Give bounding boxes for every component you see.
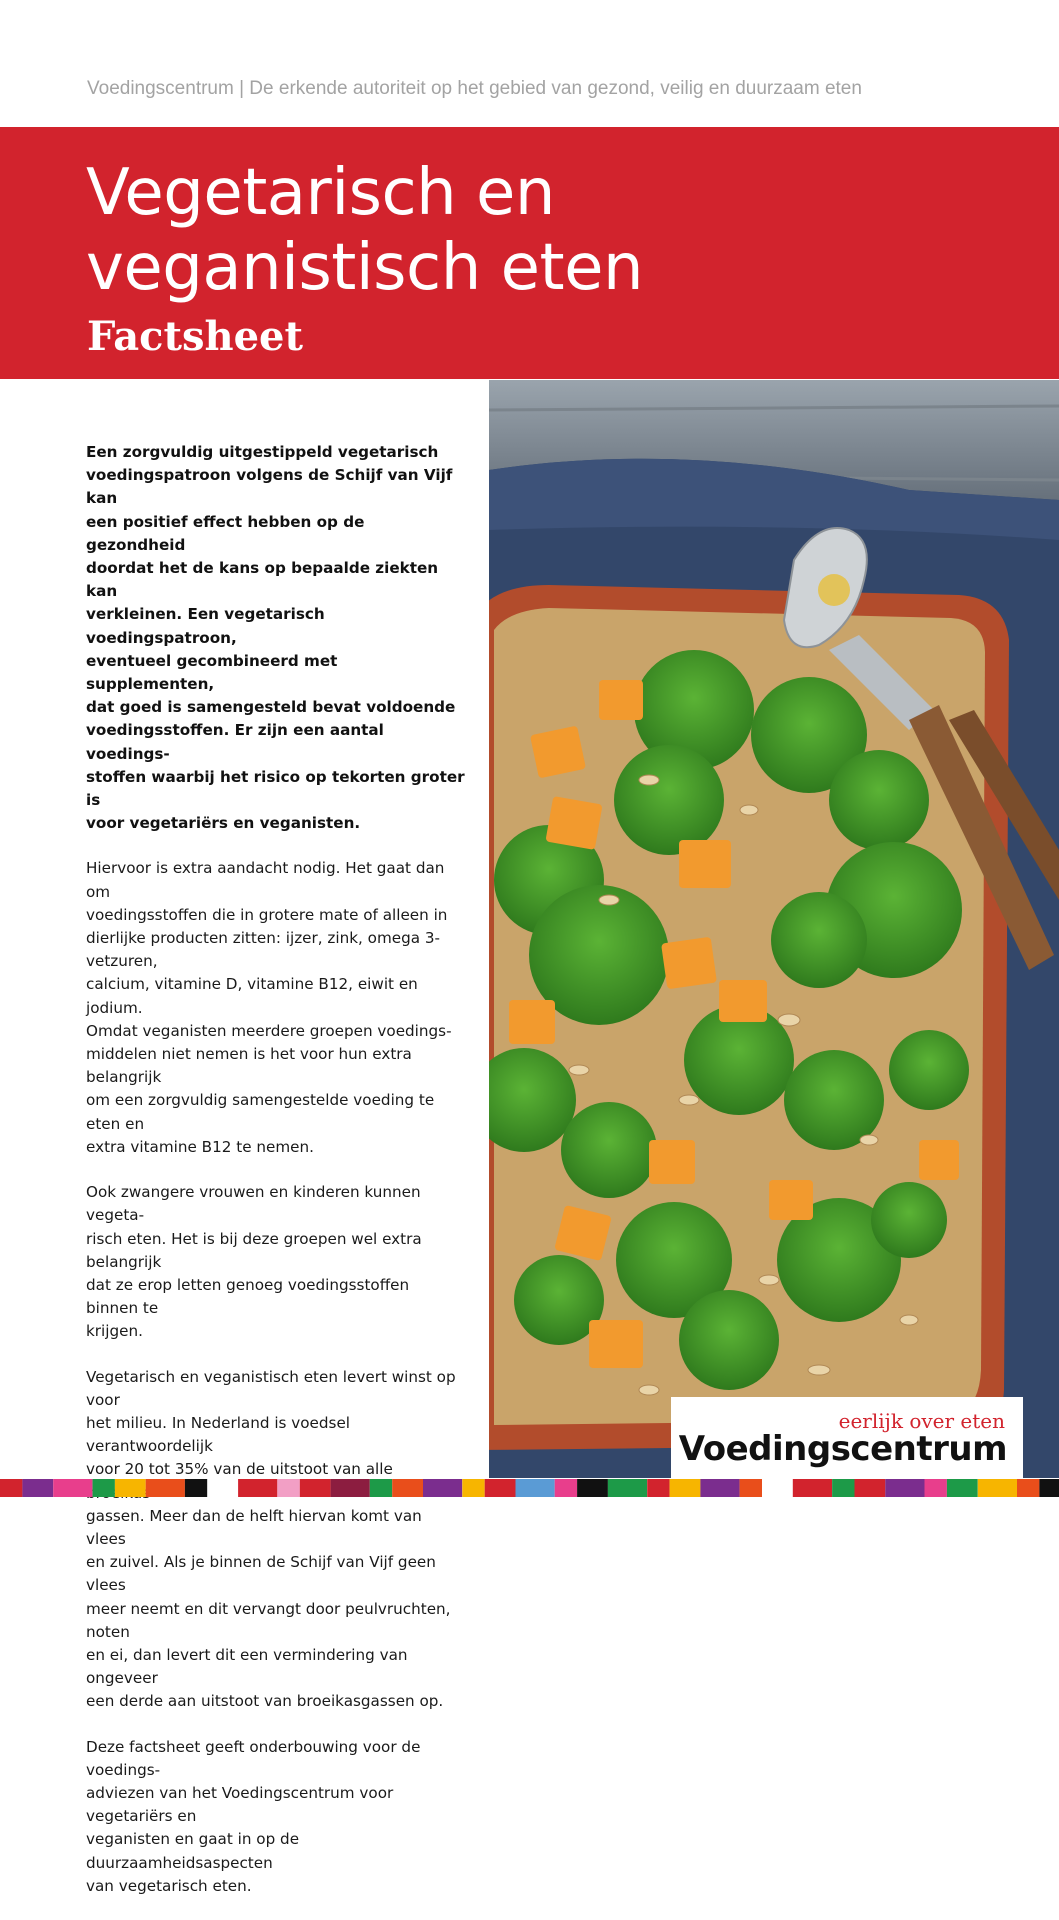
strip-segment [370,1479,392,1497]
strip-segment [978,1479,1017,1497]
strip-segment [146,1479,185,1497]
strip-segment [22,1479,53,1497]
strip-segment [855,1479,886,1497]
strip-segment [115,1479,146,1497]
strip-segment [832,1479,854,1497]
strip-segment [670,1479,701,1497]
strip-segment [555,1479,577,1497]
strip-segment [485,1479,516,1497]
strip-segment [700,1479,739,1497]
strip-segment [392,1479,423,1497]
strip-segment [608,1479,647,1497]
logo-name: Voedingscentrum [678,1429,1007,1469]
strip-segment [1039,1479,1059,1497]
strip-segment [947,1479,978,1497]
paragraph-environment: Vegetarisch en veganistisch eten levert winst op voor het milieu. In Nederland is voedsel verantwoordelijk voor 20 tot 35% van de uitstoot van alle gassen. Meer dan de helft hiervan komt van vlees en zuivel. Als je binnen de Schijf van Vijf geen vlees meer neemt en dit vervangt door peulvruchten, noten en ei, dan levert dit een vermindering van ongeveer een derde aan uitstoot van broeikasgassen op. [86,1367,456,1711]
strip-segment [647,1479,669,1497]
strip-segment [423,1479,462,1497]
title-banner [0,127,1059,379]
voedingscentrum-logo [671,1397,1023,1479]
strip-segment [185,1479,207,1497]
strip-segment [0,1479,22,1497]
page-subtitle: Factsheet [87,313,303,360]
strip-segment [300,1479,331,1497]
strip-segment [516,1479,555,1497]
paragraph-nutrients: Hiervoor is extra aandacht nodig. Het gaat dan om voedingsstoffen die in grotere mate of alleen in dierlijke producten zitten: ijzer, zink, omega 3-vetzuren, calcium, vitamine D, vitamine B12, eiwit en jodium. Omdat veganisten meerdere groepen voedings- middelen niet nemen is het voor hun extra belangrijk om een zorgvuldig samengestelde voeding te eten en extra vitamine B12 te nemen. [86,859,452,1156]
body-text [86,441,466,1920]
strip-segment [885,1479,924,1497]
lead-paragraph: Een zorgvuldig uitgestippeld vegetarisch voedingspatroon volgens de Schijf van Vijf kan een positief effect hebben op de gezondheid doordat het de kans op bepaalde ziekten kan verkleinen. Een vegetarisch voedingspatroon, eventueel gecombineerd met supplementen, dat goed is samengesteld bevat voldoende voedingsstoffen. Er zijn een aantal voedings- stoffen waarbij het risico op tekorten groter is voor vegetariërs en veganisten. [86,443,465,833]
color-strip [0,1479,1059,1497]
strip-segment [740,1479,762,1497]
strip-segment [207,1479,238,1497]
food-photo [489,380,1059,1478]
strip-segment [462,1479,484,1497]
strip-segment [277,1479,299,1497]
page-title-line-1: Vegetarisch en [86,156,555,230]
strip-segment [93,1479,115,1497]
strip-segment [238,1479,277,1497]
strip-segment [1017,1479,1039,1497]
strip-segment [793,1479,832,1497]
dish-illustration [489,380,1059,1478]
header-tagline: Voedingscentrum | De erkende autoriteit op het gebied van gezond, veilig en duurzaam eten [87,78,862,99]
paragraph-purpose: Deze factsheet geeft onderbouwing voor de voedings- adviezen van het Voedingscentrum voor vegetariërs en veganisten en gaat in op de duurzaamheidsaspecten van vegetarisch eten. [86,1737,421,1895]
strip-segment [762,1479,793,1497]
strip-segment [53,1479,92,1497]
logo-slogan: eerlijk over eten [838,1409,1005,1433]
page-title-line-2: veganistisch eten [86,231,643,305]
strip-segment [577,1479,608,1497]
strip-segment [925,1479,947,1497]
strip-segment [331,1479,370,1497]
paragraph-groups: Ook zwangere vrouwen en kinderen kunnen vegeta- risch eten. Het is bij deze groepen wel extra belangrijk dat ze erop letten genoeg voedingsstoffen binnen te krijgen. [86,1183,422,1341]
